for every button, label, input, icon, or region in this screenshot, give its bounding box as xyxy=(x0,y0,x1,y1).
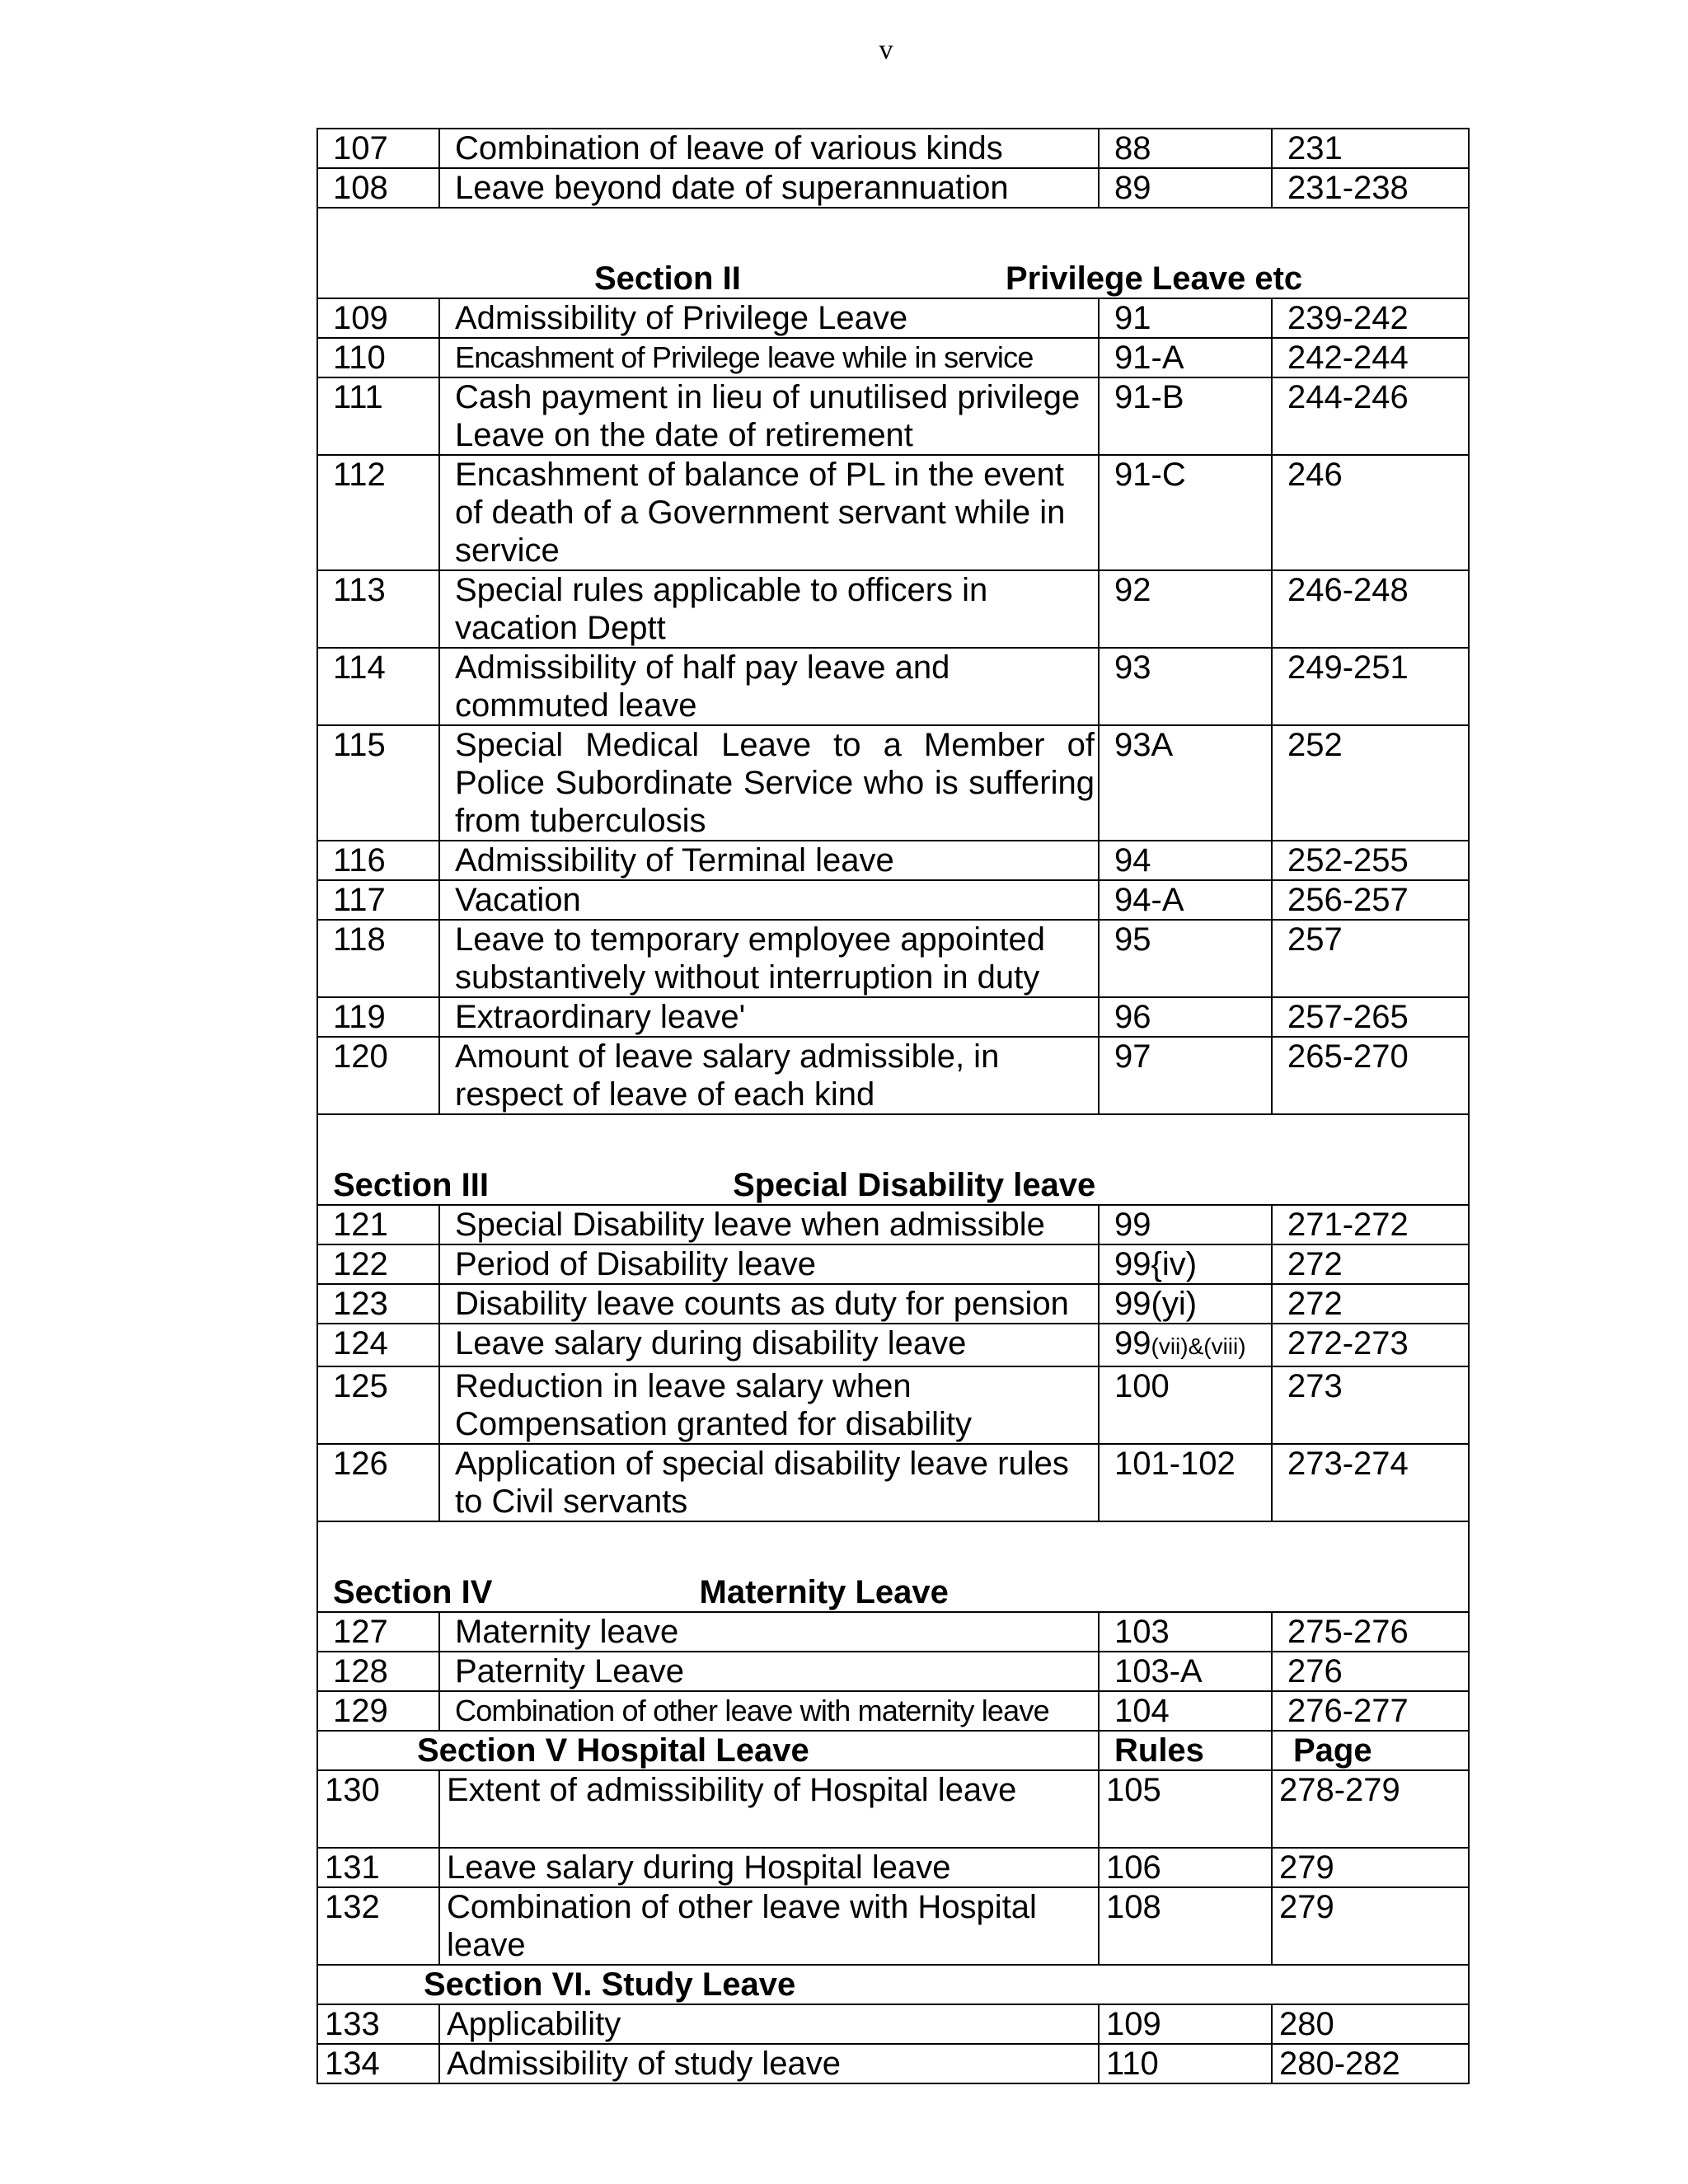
table-row xyxy=(317,377,1469,455)
entry-number: 123 xyxy=(317,1284,439,1324)
entry-rule: 99 xyxy=(1099,1205,1272,1244)
table-row xyxy=(317,880,1469,920)
page-column-header: Page xyxy=(1272,1731,1469,1770)
entry-page: 231-238 xyxy=(1272,168,1469,208)
entry-number: 125 xyxy=(317,1366,439,1444)
table-row xyxy=(317,168,1469,208)
entry-page: 280-282 xyxy=(1272,2044,1469,2083)
contents-table xyxy=(316,128,1470,2084)
entry-page: 280 xyxy=(1272,2004,1469,2044)
entry-page: 257-265 xyxy=(1272,997,1469,1037)
table-row xyxy=(317,1284,1469,1324)
entry-page: 257 xyxy=(1272,920,1469,997)
entry-rule: 94 xyxy=(1099,841,1272,880)
table-row xyxy=(317,2044,1469,2083)
entry-page: 279 xyxy=(1272,1887,1469,1965)
entry-rule: 94-A xyxy=(1099,880,1272,920)
entry-rule: 93 xyxy=(1099,648,1272,725)
table-row xyxy=(317,570,1469,648)
section-label: Section IV xyxy=(333,1574,493,1610)
section-heading-row xyxy=(317,1731,1469,1770)
entry-rule xyxy=(1099,1324,1272,1366)
entry-rule: 109 xyxy=(1099,2004,1272,2044)
entry-number: 110 xyxy=(317,338,439,377)
entry-rule: 92 xyxy=(1099,570,1272,648)
entry-subject: Extent of admissibility of Hospital leave xyxy=(439,1770,1099,1848)
entry-number: 122 xyxy=(317,1244,439,1284)
table-row xyxy=(317,298,1469,338)
table-row xyxy=(317,129,1469,168)
entry-page: 252-255 xyxy=(1272,841,1469,880)
table-row xyxy=(317,338,1469,377)
entry-number: 108 xyxy=(317,168,439,208)
entry-subject: Special Disability leave when admissible xyxy=(439,1205,1099,1244)
entry-number: 114 xyxy=(317,648,439,725)
table-row xyxy=(317,1652,1469,1691)
entry-subject: Leave beyond date of superannuation xyxy=(439,168,1099,208)
entry-rule: 96 xyxy=(1099,997,1272,1037)
entry-page: 246-248 xyxy=(1272,570,1469,648)
entry-page: 249-251 xyxy=(1272,648,1469,725)
entry-rule: 93A xyxy=(1099,725,1272,841)
entry-rule: 105 xyxy=(1099,1770,1272,1848)
entry-subject: Combination of leave of various kinds xyxy=(439,129,1099,168)
entry-rule: 104 xyxy=(1099,1691,1272,1731)
section-heading-row xyxy=(317,1965,1469,2004)
entry-number: 120 xyxy=(317,1037,439,1114)
table-row xyxy=(317,725,1469,841)
entry-subject: Combination of other leave with maternity leave xyxy=(439,1691,1099,1731)
entry-page: 273-274 xyxy=(1272,1444,1469,1521)
table-row xyxy=(317,1444,1469,1521)
entry-rule-main: 99 xyxy=(1114,1325,1151,1361)
table-row xyxy=(317,1848,1469,1887)
entry-page: 239-242 xyxy=(1272,298,1469,338)
entry-subject: Encashment of balance of PL in the event of death of a Government servant while in service xyxy=(439,455,1099,570)
entry-number: 127 xyxy=(317,1612,439,1652)
entry-number: 130 xyxy=(317,1770,439,1848)
section-heading-row xyxy=(317,1114,1469,1205)
entry-number: 134 xyxy=(317,2044,439,2083)
entry-page: 276-277 xyxy=(1272,1691,1469,1731)
page-number: v xyxy=(879,35,893,65)
entry-rule: 97 xyxy=(1099,1037,1272,1114)
entry-number: 113 xyxy=(317,570,439,648)
entry-subject: Cash payment in lieu of unutilised privilege Leave on the date of retirement xyxy=(439,377,1099,455)
entry-subject: Disability leave counts as duty for pension xyxy=(439,1284,1099,1324)
entry-subject: Leave salary during Hospital leave xyxy=(439,1848,1099,1887)
table-row xyxy=(317,2004,1469,2044)
table-row xyxy=(317,1037,1469,1114)
entry-number: 124 xyxy=(317,1324,439,1366)
table-row xyxy=(317,920,1469,997)
entry-rule: 103 xyxy=(1099,1612,1272,1652)
section-title: Privilege Leave etc xyxy=(1005,260,1303,297)
entry-page: 265-270 xyxy=(1272,1037,1469,1114)
entry-rule: 88 xyxy=(1099,129,1272,168)
entry-number: 128 xyxy=(317,1652,439,1691)
entry-number: 116 xyxy=(317,841,439,880)
table-row xyxy=(317,1366,1469,1444)
entry-subject: Admissibility of Privilege Leave xyxy=(439,298,1099,338)
entry-number: 111 xyxy=(317,377,439,455)
entry-subject: Period of Disability leave xyxy=(439,1244,1099,1284)
entry-subject: Special rules applicable to officers in vacation Deptt xyxy=(439,570,1099,648)
entry-page: 272-273 xyxy=(1272,1324,1469,1366)
entry-page: 273 xyxy=(1272,1366,1469,1444)
entry-subject: Special Medical Leave to a Member of Police Subordinate Service who is suffering from tuberculosis xyxy=(439,725,1099,841)
entry-number: 109 xyxy=(317,298,439,338)
table-row xyxy=(317,1205,1469,1244)
entry-number: 129 xyxy=(317,1691,439,1731)
entry-rule: 110 xyxy=(1099,2044,1272,2083)
entry-number: 133 xyxy=(317,2004,439,2044)
table-row xyxy=(317,1770,1469,1848)
entry-rule: 91-C xyxy=(1099,455,1272,570)
entry-rule: 99(yi) xyxy=(1099,1284,1272,1324)
entry-subject: Paternity Leave xyxy=(439,1652,1099,1691)
entry-page: 276 xyxy=(1272,1652,1469,1691)
entry-number: 117 xyxy=(317,880,439,920)
entry-page: 271-272 xyxy=(1272,1205,1469,1244)
rules-column-header: Rules xyxy=(1099,1731,1272,1770)
entry-rule: 89 xyxy=(1099,168,1272,208)
section-heading-row xyxy=(317,1521,1469,1612)
table-row xyxy=(317,1887,1469,1965)
entry-subject: Leave to temporary employee appointed substantively without interruption in duty xyxy=(439,920,1099,997)
entry-rule: 101-102 xyxy=(1099,1444,1272,1521)
table-row xyxy=(317,648,1469,725)
entry-page: 272 xyxy=(1272,1284,1469,1324)
section-title: Section VI. Study Leave xyxy=(317,1965,1469,2004)
entry-subject: Admissibility of Terminal leave xyxy=(439,841,1099,880)
entry-page: 242-244 xyxy=(1272,338,1469,377)
entry-subject: Admissibility of half pay leave and commuted leave xyxy=(439,648,1099,725)
entry-number: 132 xyxy=(317,1887,439,1965)
entry-rule: 100 xyxy=(1099,1366,1272,1444)
section-title: Maternity Leave xyxy=(699,1574,949,1610)
section-title: Special Disability leave xyxy=(733,1167,1096,1203)
entry-page: 231 xyxy=(1272,129,1469,168)
entry-rule: 91-A xyxy=(1099,338,1272,377)
entry-page: 256-257 xyxy=(1272,880,1469,920)
entry-subject: Application of special disability leave rules to Civil servants xyxy=(439,1444,1099,1521)
section-label: Section III xyxy=(333,1167,489,1203)
table-row xyxy=(317,455,1469,570)
entry-subject: Maternity leave xyxy=(439,1612,1099,1652)
entry-rule: 91-B xyxy=(1099,377,1272,455)
entry-subject: Encashment of Privilege leave while in service xyxy=(439,338,1099,377)
entry-page: 278-279 xyxy=(1272,1770,1469,1848)
entry-subject: Amount of leave salary admissible, in respect of leave of each kind xyxy=(439,1037,1099,1114)
entry-rule: 99{iv) xyxy=(1099,1244,1272,1284)
entry-rule: 95 xyxy=(1099,920,1272,997)
entry-page: 272 xyxy=(1272,1244,1469,1284)
entry-rule-suffix: (vii)&(viii) xyxy=(1151,1333,1246,1359)
entry-rule: 91 xyxy=(1099,298,1272,338)
table-row xyxy=(317,997,1469,1037)
entry-number: 121 xyxy=(317,1205,439,1244)
entry-page: 246 xyxy=(1272,455,1469,570)
entry-subject: Combination of other leave with Hospital leave xyxy=(439,1887,1099,1965)
table-row xyxy=(317,1244,1469,1284)
section-title: Section V Hospital Leave xyxy=(317,1731,1099,1770)
entry-rule: 108 xyxy=(1099,1887,1272,1965)
entry-page: 244-246 xyxy=(1272,377,1469,455)
entry-subject: Leave salary during disability leave xyxy=(439,1324,1099,1366)
contents-table-wrapper xyxy=(316,128,1468,2084)
entry-subject: Reduction in leave salary when Compensation granted for disability xyxy=(439,1366,1099,1444)
entry-number: 107 xyxy=(317,129,439,168)
entry-number: 126 xyxy=(317,1444,439,1521)
entry-rule: 106 xyxy=(1099,1848,1272,1887)
table-row xyxy=(317,841,1469,880)
entry-subject: Admissibility of study leave xyxy=(439,2044,1099,2083)
section-heading-row xyxy=(317,208,1469,298)
entry-rule: 103-A xyxy=(1099,1652,1272,1691)
entry-number: 112 xyxy=(317,455,439,570)
entry-page: 279 xyxy=(1272,1848,1469,1887)
table-row xyxy=(317,1612,1469,1652)
entry-page: 275-276 xyxy=(1272,1612,1469,1652)
entry-subject: Vacation xyxy=(439,880,1099,920)
table-row xyxy=(317,1691,1469,1731)
entry-number: 131 xyxy=(317,1848,439,1887)
entry-number: 115 xyxy=(317,725,439,841)
entry-subject: Extraordinary leave' xyxy=(439,997,1099,1037)
section-label: Section II xyxy=(594,260,741,297)
entry-number: 118 xyxy=(317,920,439,997)
entry-page: 252 xyxy=(1272,725,1469,841)
entry-number: 119 xyxy=(317,997,439,1037)
table-row xyxy=(317,1324,1469,1366)
entry-subject: Applicability xyxy=(439,2004,1099,2044)
